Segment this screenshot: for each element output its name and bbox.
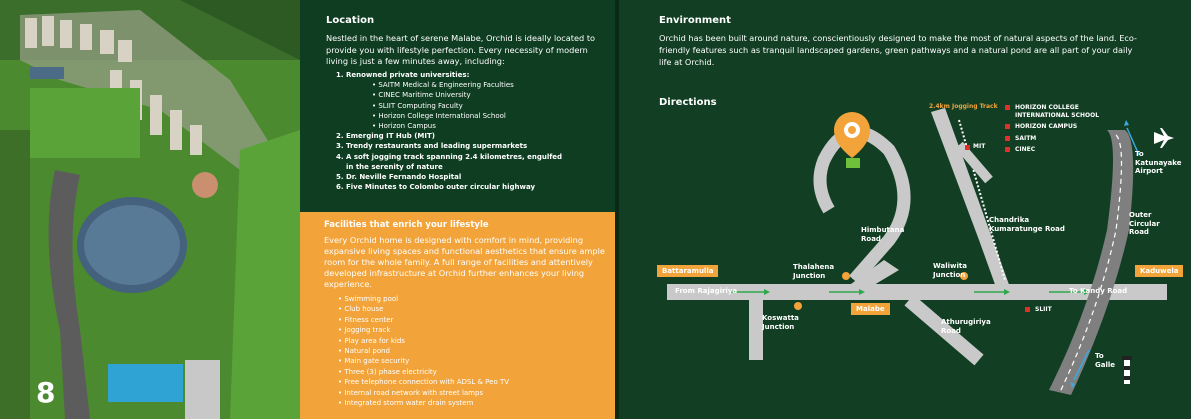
chandrika-road-label: Chandrika Kumaratunge Road [989, 216, 1065, 233]
square-marker-icon [1005, 136, 1010, 141]
location-section [300, 0, 615, 212]
kaduwela-tag: Kaduwela [1135, 265, 1183, 277]
koswatta-road [749, 300, 763, 360]
directions-title: Directions [659, 97, 717, 108]
facilities-intro: Every Orchid home is designed with comfort in mind, providing expansive living spaces and functional aesthetics that ensure ample room for the whole family. A full range of facilities and attentively developed infrastructure at Orchid further enhances your living experience. [324, 235, 605, 289]
list-item: 1. Renowned private universities: [336, 71, 470, 79]
facilities-section [300, 212, 615, 419]
list-item: • Internal road network with street lamps [338, 388, 484, 397]
environment-text: Orchid has been built around nature, conscientiously designed to make the most of natural aspects of the land. Eco-friendly features such as tranquil landscaped gardens, green pathways and a natural pond are all part of your daily life at Orchid. [659, 33, 1138, 67]
sliit-marker-icon [1025, 307, 1030, 312]
himbutana-road-label: Himbutana Road [861, 226, 905, 243]
athurugiriya-road-label: Athurugiriya Road [941, 318, 991, 335]
to-galle-label: To Galle [1095, 352, 1116, 369]
list-item: • Integrated storm water drain system [338, 399, 474, 408]
thalahena-junction-dot [842, 272, 850, 280]
legend-item: SAITM [1005, 135, 1101, 143]
list-item: • Horizon Campus [372, 122, 436, 131]
from-rajagiriya-label: From Rajagiriya [675, 287, 738, 295]
list-item: • Club house [338, 305, 384, 314]
list-item: • Play area for kids [338, 336, 405, 345]
legend-item: CINEC [1005, 146, 1101, 154]
list-item: • Horizon College International School [372, 111, 506, 120]
list-item: 5. Dr. Neville Fernando Hospital [336, 173, 462, 182]
himbutana-road [820, 132, 904, 280]
aerial-photo [0, 0, 300, 419]
right-page [619, 0, 1191, 419]
list-item: • CINEC Maritime University [372, 91, 471, 100]
thalahena-junction-label: Thalahena Junction [793, 263, 835, 280]
mit-label: MIT [973, 143, 986, 150]
outer-circular-road-label: Outer Circular Road [1129, 211, 1160, 236]
square-marker-icon [1005, 147, 1010, 152]
list-item: • Three (3) phase electricity [338, 367, 437, 376]
location-list [336, 70, 606, 192]
airplane-icon [1154, 128, 1174, 148]
list-item: • Jogging track [338, 326, 391, 335]
location-title: Location [326, 15, 375, 26]
legend-item: HORIZON CAMPUS [1005, 123, 1101, 131]
legend [1005, 104, 1101, 158]
square-marker-icon [1005, 124, 1010, 129]
to-kandy-road-label: To Kandy Road [1069, 287, 1128, 295]
list-item: • Natural pond [338, 347, 391, 356]
list-item: 2. Emerging IT Hub (MIT) [336, 132, 435, 141]
battaramulla-tag: Battaramulla [657, 265, 718, 277]
list-item: • SLIIT Computing Faculty [372, 101, 463, 110]
jogging-track-label: 2.4km Jogging Track [929, 103, 998, 110]
list-item: 6. Five Minutes to Colombo outer circular highway [336, 183, 536, 192]
facilities-title: Facilities that enrich your lifestyle [324, 220, 489, 230]
mit-marker-icon [965, 145, 970, 150]
list-item: 3. Trendy restaurants and leading supermarkets [336, 142, 528, 151]
list-item: • Swimming pool [338, 295, 399, 303]
sliit-label: SLIIT [1035, 306, 1052, 313]
location-intro: Nestled in the heart of serene Malabe, Orchid is ideally located to provide you with lifestyle perfection. Every necessity of modern living is just a few minutes away, including: [326, 33, 596, 66]
list-item: • Free telephone connection with ADSL & Peo TV [338, 378, 510, 387]
waliwita-junction-label: Waliwita Junction [933, 262, 967, 279]
legend-item: HORIZON COLLEGE INTERNATIONAL SCHOOL [1005, 104, 1101, 119]
malabe-tag: Malabe [851, 303, 890, 315]
list-item: • Fitness center [338, 315, 394, 324]
list-item: 4. A soft jogging track spanning 2.4 kilometres, engulfed [336, 152, 563, 161]
facilities-list [338, 294, 509, 408]
orchid-location-pin-icon [834, 112, 870, 168]
koswatta-junction-label: Koswatta Junction [762, 314, 799, 331]
environment-title: Environment [659, 15, 731, 26]
page-number: 8 [36, 376, 56, 409]
list-item: in the serenity of nature [346, 162, 443, 171]
to-airport-label: To Katunayake Airport [1135, 150, 1182, 175]
square-marker-icon [1005, 105, 1010, 110]
koswatta-junction-dot [794, 302, 802, 310]
list-item: • Main gate security [338, 357, 410, 366]
list-item: • SAITM Medical & Engineering Faculties [372, 81, 514, 90]
lighthouse-icon [1122, 356, 1132, 384]
